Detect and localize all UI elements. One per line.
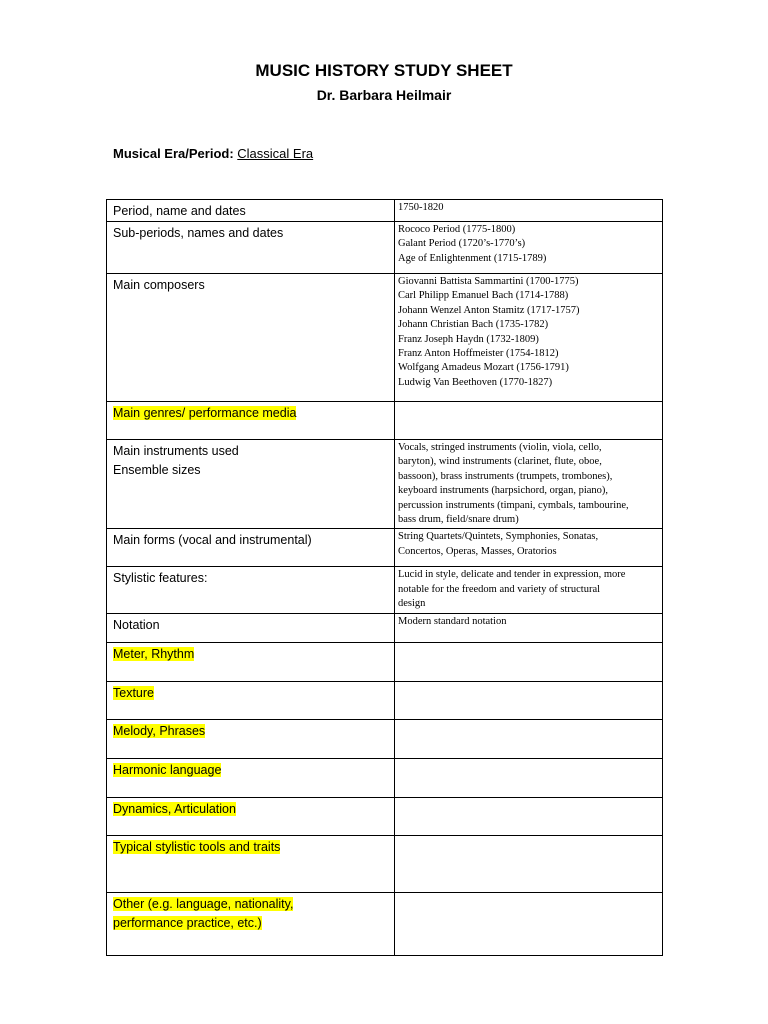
row-label-cell: [107, 529, 395, 567]
table-row: [107, 719, 663, 758]
row-label-cell: [107, 892, 395, 955]
row-value-cell: [395, 440, 663, 529]
row-value-line: Johann Wenzel Anton Stamitz (1717-1757): [398, 304, 580, 316]
row-label-cell: [107, 613, 395, 642]
row-value-line: 1750-1820: [398, 202, 444, 213]
row-value-cell: [395, 200, 663, 222]
row-value-line: Lucid in style, delicate and tender in expression, more: [398, 569, 626, 581]
table-row: [107, 529, 663, 567]
row-label-cell: [107, 835, 395, 892]
table-row: [107, 681, 663, 719]
row-label-text: Ensemble sizes: [113, 463, 201, 477]
era-value: Classical Era: [237, 146, 314, 161]
row-label-cell: [107, 681, 395, 719]
row-label-text: Main composers: [113, 278, 205, 292]
row-label-cell: [107, 567, 395, 613]
row-label-text: Melody, Phrases: [113, 723, 206, 738]
table-row: [107, 758, 663, 797]
era-line: [113, 146, 313, 161]
table-row: [107, 835, 663, 892]
row-label-text: Period, name and dates: [113, 204, 246, 218]
row-label-cell: [107, 402, 395, 440]
row-value-cell: [395, 642, 663, 681]
table-row: [107, 613, 663, 642]
row-value-cell: [395, 719, 663, 758]
row-value-line: Modern standard notation: [398, 615, 507, 627]
row-label-text: Dynamics, Articulation: [113, 801, 236, 816]
row-value-cell: [395, 613, 663, 642]
row-value-line: design: [398, 598, 426, 610]
row-label-cell: [107, 719, 395, 758]
row-label-cell: [107, 200, 395, 222]
row-value-line: Giovanni Battista Sammartini (1700-1775): [398, 276, 579, 287]
table-row: [107, 402, 663, 440]
row-label-text: Other (e.g. language, nationality,: [113, 896, 294, 911]
row-value-cell: [395, 892, 663, 955]
row-value-line: Vocals, stringed instruments (violin, viola, cello,: [398, 442, 602, 453]
row-label-cell: [107, 642, 395, 681]
row-value-cell: [395, 402, 663, 440]
row-label-text: Sub-periods, names and dates: [113, 226, 284, 240]
row-value-line: Rococo Period (1775-1800): [398, 224, 516, 235]
row-value-cell: [395, 681, 663, 719]
table-row: [107, 797, 663, 835]
row-label-text: Typical stylistic tools and traits: [113, 839, 281, 854]
row-value-line: notable for the freedom and variety of structural: [398, 583, 601, 595]
row-label-text: Meter, Rhythm: [113, 646, 195, 661]
row-value-cell: [395, 274, 663, 402]
row-label-text: Main genres/ performance media: [113, 406, 297, 420]
row-label-text: Stylistic features:: [113, 571, 208, 586]
row-value-line: Franz Joseph Haydn (1732-1809): [398, 333, 539, 345]
table-row: [107, 222, 663, 274]
row-value-line: Concertos, Operas, Masses, Oratorios: [398, 545, 557, 557]
row-value-line: keyboard instruments (harpsichord, organ, piano),: [398, 485, 609, 497]
row-value-cell: [395, 797, 663, 835]
row-label-cell: [107, 440, 395, 529]
study-sheet-body: [107, 200, 663, 956]
row-value-cell: [395, 222, 663, 274]
row-value-line: String Quartets/Quintets, Symphonies, Sonatas,: [398, 531, 599, 543]
row-value-line: Ludwig Van Beethoven (1770-1827): [398, 376, 553, 388]
row-label-text: Texture: [113, 685, 154, 700]
row-label-text: Main instruments used: [113, 444, 239, 458]
row-value-line: Carl Philipp Emanuel Bach (1714-1788): [398, 290, 569, 302]
row-value-line: Johann Christian Bach (1735-1782): [398, 319, 549, 331]
row-value-cell: [395, 758, 663, 797]
study-sheet-table: [106, 199, 663, 956]
row-label-text: Notation: [113, 617, 160, 632]
row-value-line: baryton), wind instruments (clarinet, flute, oboe,: [398, 456, 602, 468]
row-label-cell: [107, 797, 395, 835]
table-row: [107, 200, 663, 222]
row-value-line: Galant Period (1720’s-1770’s): [398, 238, 526, 250]
row-value-line: Franz Anton Hoffmeister (1754-1812): [398, 348, 559, 360]
row-value-line: percussion instruments (timpani, cymbals, tambourine,: [398, 499, 629, 511]
author-name: Dr. Barbara Heilmair: [316, 87, 452, 103]
row-label-cell: [107, 222, 395, 274]
row-label-cell: [107, 274, 395, 402]
table-row: [107, 892, 663, 955]
era-label: Musical Era/Period:: [113, 146, 234, 161]
row-value-cell: [395, 567, 663, 613]
table-row: [107, 642, 663, 681]
table-row: [107, 274, 663, 402]
row-value-line: bass drum, field/snare drum): [398, 514, 519, 526]
row-label-text: performance practice, etc.): [113, 915, 262, 930]
row-label-text: Main forms (vocal and instrumental): [113, 533, 312, 548]
table-row: [107, 440, 663, 529]
table-row: [107, 567, 663, 613]
page-title: MUSIC HISTORY STUDY SHEET: [255, 61, 513, 80]
row-value-line: Wolfgang Amadeus Mozart (1756-1791): [398, 362, 569, 374]
row-value-cell: [395, 529, 663, 567]
row-value-line: bassoon), brass instruments (trumpets, trombones),: [398, 470, 613, 482]
row-label-cell: [107, 758, 395, 797]
row-value-line: Age of Enlightenment (1715-1789): [398, 252, 547, 264]
row-label-text: Harmonic language: [113, 762, 222, 777]
row-value-cell: [395, 835, 663, 892]
